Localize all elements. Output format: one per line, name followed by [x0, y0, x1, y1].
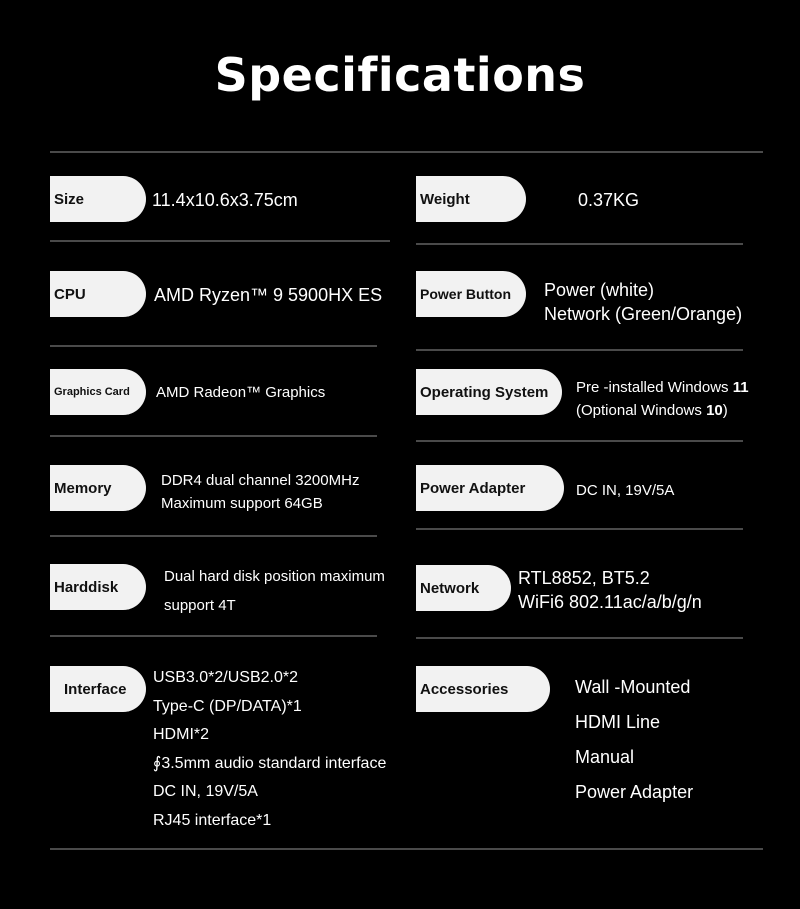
divider — [416, 440, 743, 442]
os-line-2-close: ) — [722, 402, 728, 419]
os-line-1-text: Pre -installed Windows — [576, 379, 733, 396]
spec-label-os: Operating System — [416, 369, 562, 415]
spec-value-memory — [161, 469, 359, 515]
spec-value-harddisk — [164, 562, 385, 620]
interface-line: RJ45 interface*1 — [153, 811, 272, 829]
accessories-line: Manual — [575, 747, 635, 767]
divider-bottom — [50, 848, 763, 850]
os-line-2-text: (Optional Windows — [576, 402, 707, 419]
divider — [416, 243, 743, 245]
divider — [50, 535, 377, 537]
harddisk-line: support 4T — [164, 597, 236, 614]
accessories-line: Wall -Mounted — [575, 677, 691, 697]
spec-value-weight: 0.37KG — [578, 190, 640, 210]
divider — [416, 349, 743, 351]
memory-line: Maximum support 64GB — [161, 495, 323, 512]
spec-label-network: Network — [416, 565, 511, 611]
spec-label-interface: Interface — [50, 666, 146, 712]
divider — [50, 435, 377, 437]
os-line-1-version: 11 — [732, 379, 749, 396]
spec-label-weight: Weight — [416, 176, 526, 222]
spec-label-cpu: CPU — [50, 271, 146, 317]
spec-label-power-button: Power Button — [416, 271, 526, 317]
memory-line: DDR4 dual channel 3200MHz — [161, 472, 360, 489]
spec-value-network — [518, 566, 702, 614]
interface-line: DC IN, 19V/5A — [153, 783, 258, 800]
spec-value-os — [576, 376, 749, 422]
interface-line: USB3.0*2/USB2.0*2 — [153, 669, 298, 686]
spec-value-graphics: AMD Radeon™ Graphics — [156, 384, 326, 401]
accessories-line: Power Adapter — [575, 782, 694, 802]
spec-value-accessories — [575, 670, 693, 810]
spec-value-power-adapter: DC IN, 19V/5A — [576, 482, 675, 499]
spec-value-power-button — [544, 278, 742, 326]
interface-line: ∮3.5mm audio standard interface — [153, 754, 387, 772]
harddisk-line: Dual hard disk position maximum — [164, 568, 385, 585]
spec-value-size: 11.4x10.6x3.75cm — [152, 190, 298, 210]
spec-label-memory: Memory — [50, 465, 146, 511]
os-line-2-version: 10 — [706, 402, 723, 419]
spec-label-power-adapter: Power Adapter — [416, 465, 564, 511]
spec-label-harddisk: Harddisk — [50, 564, 146, 610]
divider — [50, 345, 377, 347]
spec-value-cpu: AMD Ryzen™ 9 5900HX ES — [154, 285, 383, 305]
divider — [50, 635, 377, 637]
divider — [416, 528, 743, 530]
spec-label-size: Size — [50, 176, 146, 222]
accessories-line: HDMI Line — [575, 712, 661, 732]
network-line: WiFi6 802.11ac/a/b/g/n — [518, 592, 702, 612]
interface-line: Type-C (DP/DATA)*1 — [153, 697, 302, 715]
power-button-line: Network (Green/Orange) — [544, 304, 743, 324]
spec-label-accessories: Accessories — [416, 666, 550, 712]
spec-label-graphics: Graphics Card — [50, 369, 146, 415]
interface-line: HDMI*2 — [153, 726, 210, 743]
divider — [50, 240, 390, 242]
spec-value-interface — [153, 664, 386, 835]
network-line: RTL8852, BT5.2 — [518, 568, 650, 588]
divider — [416, 637, 743, 639]
power-button-line: Power (white) — [544, 280, 655, 300]
page-title: Specifications — [214, 48, 586, 102]
divider-top — [50, 151, 763, 153]
